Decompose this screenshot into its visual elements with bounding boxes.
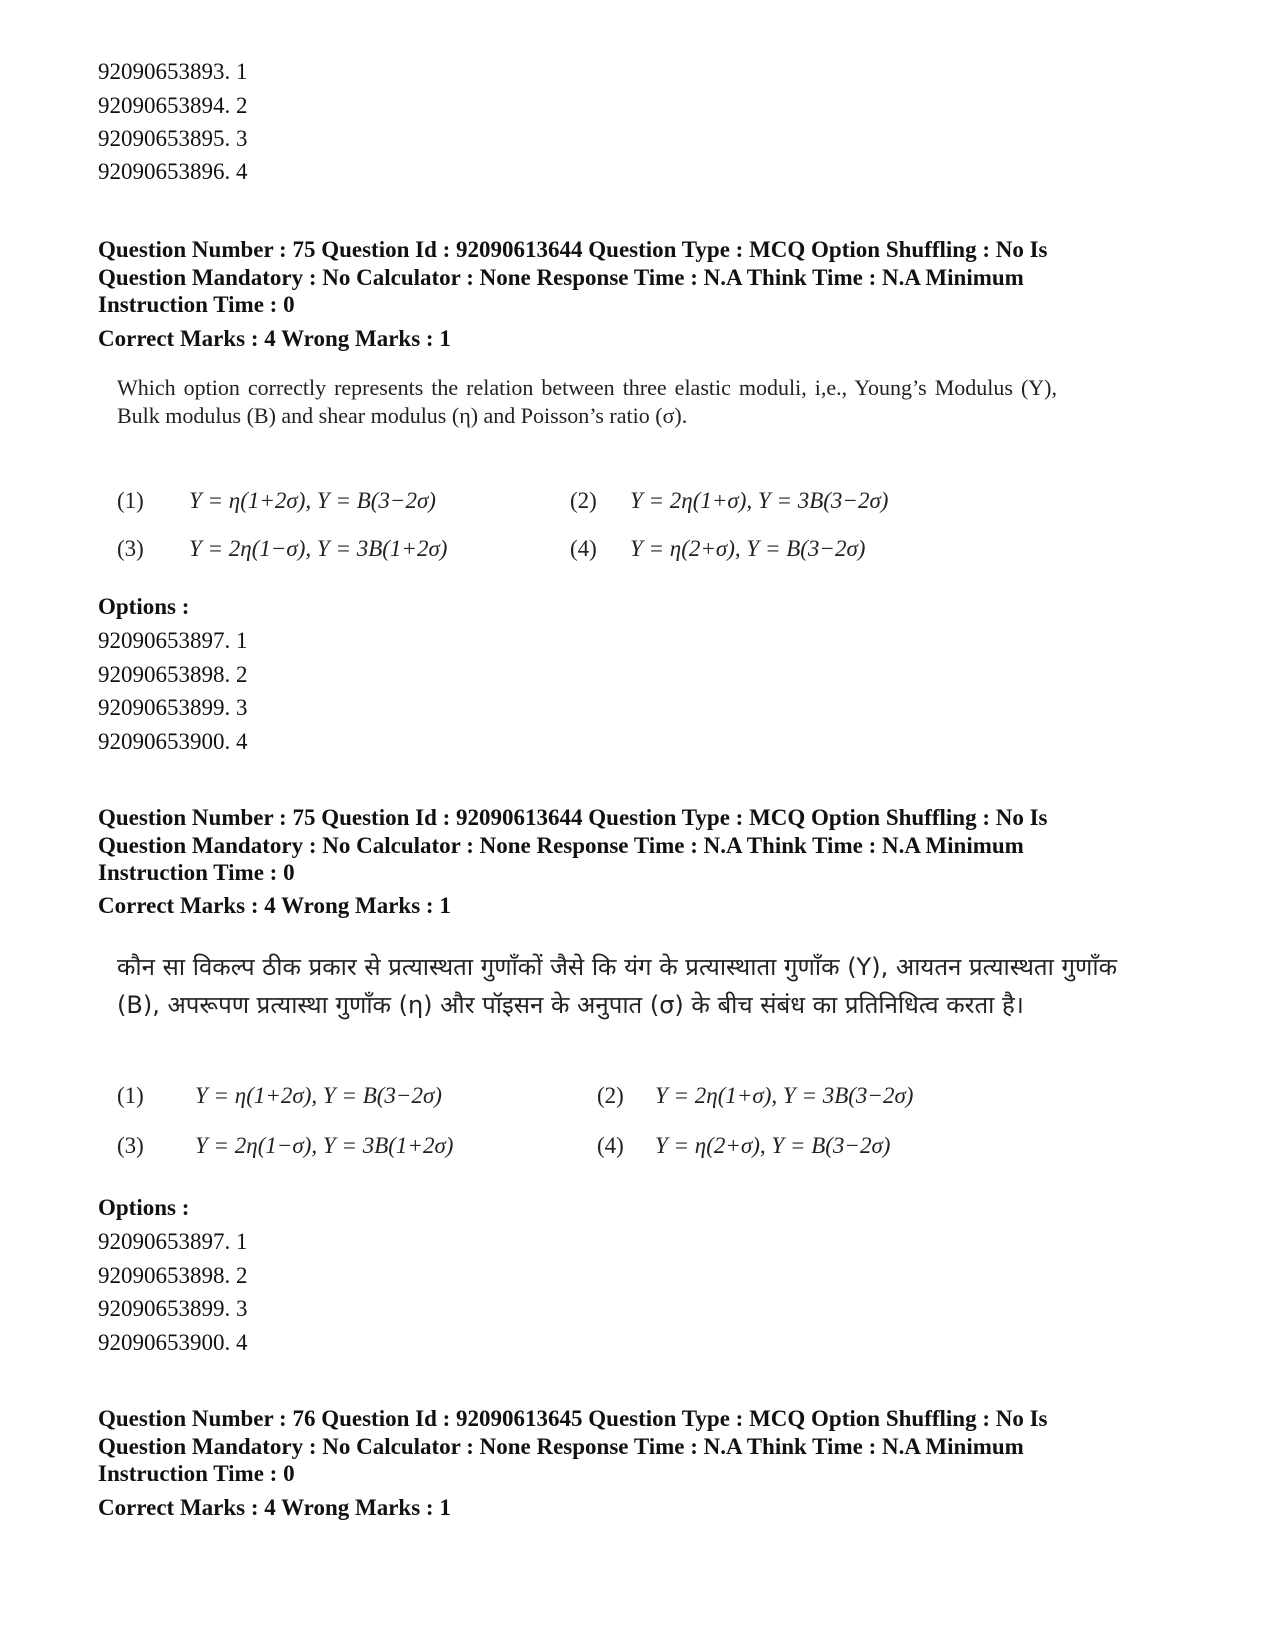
option-line: 92090653897. 1	[98, 1229, 248, 1254]
choice-number: (4)	[570, 536, 597, 561]
question-header: Question Number : 76 Question Id : 92090613645 Question Type : MCQ Option Shuffling : No Is	[98, 1406, 1048, 1431]
choice-2	[570, 488, 888, 514]
question-header: Question Mandatory : No Calculator : None Response Time : N.A Think Time : N.A Minimum	[98, 1434, 1024, 1459]
choice-number: (3)	[117, 1133, 144, 1158]
question-header: Question Number : 75 Question Id : 92090613644 Question Type : MCQ Option Shuffling : No Is	[98, 805, 1048, 830]
option-line: 92090653896. 4	[98, 159, 248, 184]
option-line: 92090653898. 2	[98, 1263, 248, 1288]
choice-number: (1)	[117, 488, 144, 513]
option-line: 92090653899. 3	[98, 695, 248, 720]
marks-line: Correct Marks : 4 Wrong Marks : 1	[98, 893, 451, 918]
marks-line: Correct Marks : 4 Wrong Marks : 1	[98, 1495, 451, 1520]
choice-4	[597, 1133, 890, 1159]
choice-3	[117, 1133, 453, 1159]
question-header: Instruction Time : 0	[98, 860, 295, 885]
marks-line: Correct Marks : 4 Wrong Marks : 1	[98, 326, 451, 351]
question-header: Instruction Time : 0	[98, 292, 295, 317]
question-header: Question Number : 75 Question Id : 92090613644 Question Type : MCQ Option Shuffling : No Is	[98, 237, 1048, 262]
option-line: 92090653899. 3	[98, 1296, 248, 1321]
option-line: 92090653894. 2	[98, 93, 248, 118]
choice-number: (2)	[570, 488, 597, 513]
choice-equation: Y = η(1+2σ), Y = B(3−2σ)	[189, 488, 436, 513]
choice-1	[117, 488, 436, 514]
option-line: 92090653900. 4	[98, 729, 248, 754]
choice-3	[117, 536, 447, 562]
option-line: 92090653897. 1	[98, 628, 248, 653]
choice-equation: Y = η(2+σ), Y = B(3−2σ)	[630, 536, 866, 561]
choice-2	[597, 1083, 913, 1109]
choice-equation: Y = 2η(1−σ), Y = 3B(1+2σ)	[189, 536, 448, 561]
option-line: 92090653898. 2	[98, 662, 248, 687]
question-header: Question Mandatory : No Calculator : None Response Time : N.A Think Time : N.A Minimum	[98, 833, 1024, 858]
choice-4	[570, 536, 865, 562]
question-header: Question Mandatory : No Calculator : None Response Time : N.A Think Time : N.A Minimum	[98, 265, 1024, 290]
options-label: Options :	[98, 1195, 190, 1220]
option-line: 92090653895. 3	[98, 126, 248, 151]
question-text: Which option correctly represents the relation between three elastic moduli, i,e., Young’s Modulus (Y), Bulk modulus (B) and shear modulus (η) and Poisson’s ratio (σ).	[117, 375, 1057, 428]
question-header: Instruction Time : 0	[98, 1461, 295, 1486]
choice-number: (4)	[597, 1133, 624, 1158]
choice-equation: Y = η(2+σ), Y = B(3−2σ)	[655, 1133, 891, 1158]
choice-number: (2)	[597, 1083, 624, 1108]
choice-number: (3)	[117, 536, 144, 561]
choice-equation: Y = 2η(1−σ), Y = 3B(1+2σ)	[195, 1133, 454, 1158]
option-line: 92090653893. 1	[98, 59, 248, 84]
option-line: 92090653900. 4	[98, 1330, 248, 1355]
options-label: Options :	[98, 594, 190, 619]
choice-equation: Y = 2η(1+σ), Y = 3B(3−2σ)	[655, 1083, 914, 1108]
choice-equation: Y = η(1+2σ), Y = B(3−2σ)	[195, 1083, 442, 1108]
question-text-hindi: कौन सा विकल्प ठीक प्रकार से प्रत्यास्थता गुणाँकों जैसे कि यंग के प्रत्यास्थाता गुणाँक (Y), आयतन प्रत्यास्थता गुणाँक (B), अपरूपण प्रत्यास्था गुणाँक (η) और पॉइसन के अनुपात (σ) के बीच संबंध का प्रतिनिधित्व करता है।	[117, 953, 1117, 1019]
choice-number: (1)	[117, 1083, 144, 1108]
choice-equation: Y = 2η(1+σ), Y = 3B(3−2σ)	[630, 488, 889, 513]
choice-1	[117, 1083, 442, 1109]
